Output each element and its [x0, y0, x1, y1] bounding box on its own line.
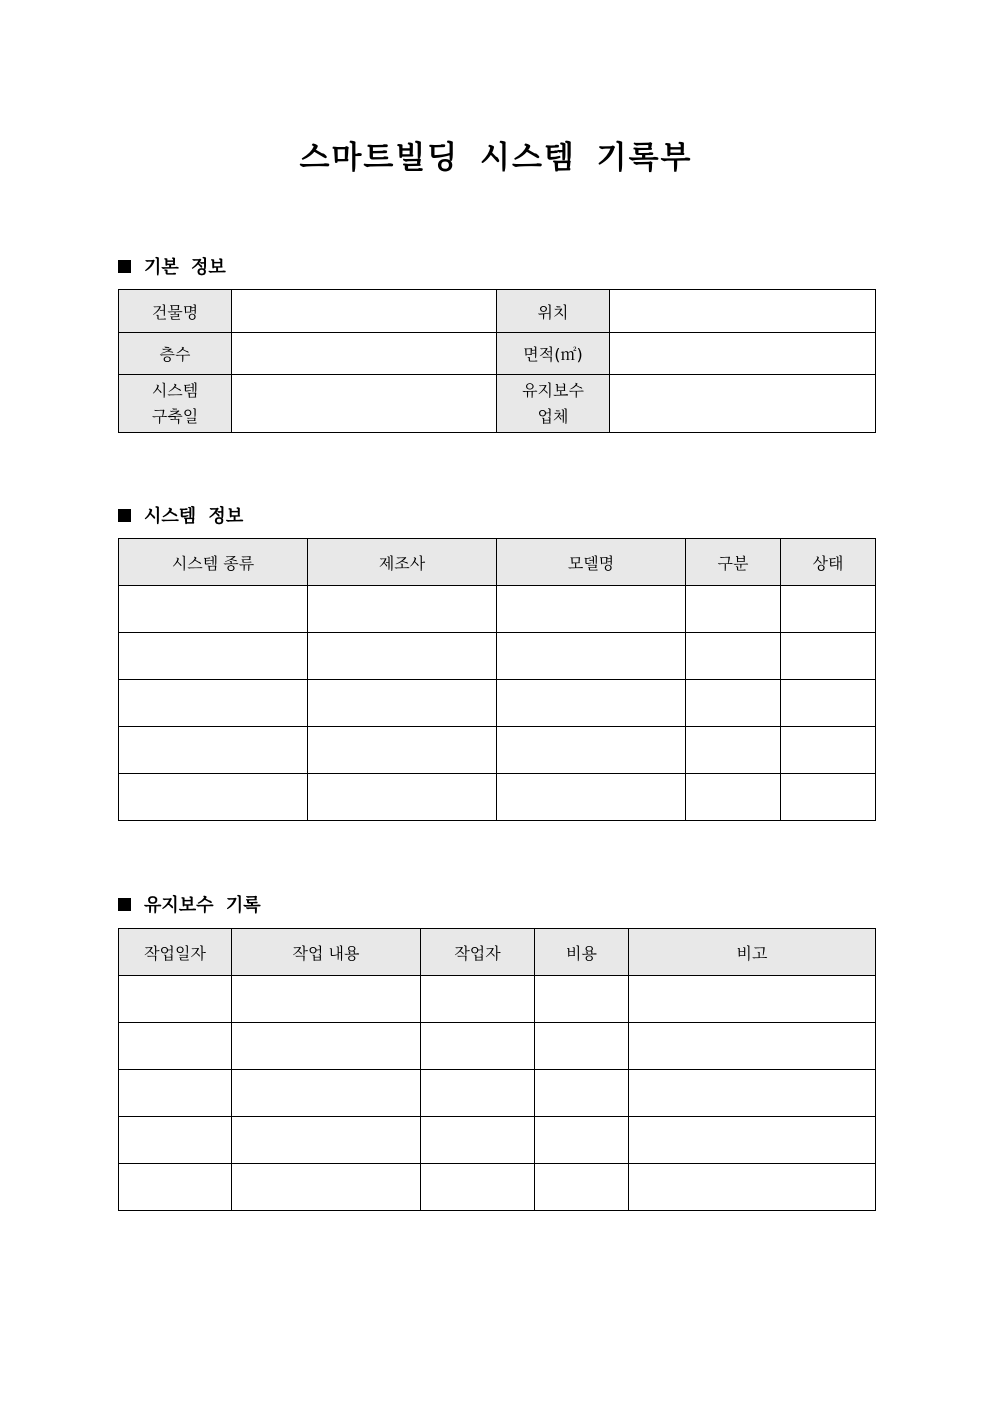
column-header: 구분 — [686, 539, 781, 586]
table-row — [119, 1117, 876, 1164]
table-cell[interactable] — [421, 1023, 535, 1070]
table-cell[interactable] — [308, 633, 497, 680]
table-row — [119, 333, 876, 375]
table-cell[interactable] — [629, 1117, 876, 1164]
table-row — [119, 727, 876, 774]
column-header: 작업자 — [421, 929, 535, 976]
table-row — [119, 1070, 876, 1117]
table-cell[interactable] — [686, 727, 781, 774]
table-cell[interactable] — [308, 727, 497, 774]
maintenance-company-field[interactable] — [610, 375, 876, 433]
section-heading-label: 기본 정보 — [144, 257, 226, 278]
column-header: 시스템 종류 — [119, 539, 308, 586]
table-cell[interactable] — [497, 774, 686, 821]
table-cell[interactable] — [686, 586, 781, 633]
label-maintenance-company — [497, 375, 610, 433]
table-cell[interactable] — [119, 680, 308, 727]
square-bullet-icon — [118, 509, 131, 522]
table-cell[interactable] — [497, 727, 686, 774]
column-header: 비용 — [535, 929, 629, 976]
table-cell[interactable] — [497, 633, 686, 680]
table-cell[interactable] — [686, 680, 781, 727]
column-header: 작업일자 — [119, 929, 232, 976]
table-cell[interactable] — [119, 1023, 232, 1070]
table-cell[interactable] — [119, 976, 232, 1023]
basic-info-table — [118, 289, 876, 433]
building-name-field[interactable] — [232, 290, 497, 333]
table-cell[interactable] — [308, 680, 497, 727]
table-cell[interactable] — [119, 586, 308, 633]
table-cell[interactable] — [497, 680, 686, 727]
label-line: 시스템 — [151, 380, 199, 400]
table-cell[interactable] — [119, 727, 308, 774]
table-cell[interactable] — [781, 680, 876, 727]
table-cell[interactable] — [232, 1023, 421, 1070]
table-row — [119, 680, 876, 727]
table-cell[interactable] — [119, 1070, 232, 1117]
label-area: 면적(㎡) — [497, 333, 610, 375]
table-cell[interactable] — [119, 774, 308, 821]
table-cell[interactable] — [232, 1164, 421, 1211]
table-cell[interactable] — [421, 1164, 535, 1211]
table-cell[interactable] — [535, 1070, 629, 1117]
table-row — [119, 976, 876, 1023]
table-cell[interactable] — [781, 727, 876, 774]
section-heading-label: 유지보수 기록 — [144, 895, 261, 916]
label-building-name: 건물명 — [119, 290, 232, 333]
label-line: 업체 — [537, 406, 569, 426]
table-cell[interactable] — [497, 586, 686, 633]
table-cell[interactable] — [421, 1117, 535, 1164]
system-build-date-field[interactable] — [232, 375, 497, 433]
table-header-row — [119, 929, 876, 976]
column-header: 비고 — [629, 929, 876, 976]
square-bullet-icon — [118, 898, 131, 911]
table-cell[interactable] — [781, 586, 876, 633]
label-location: 위치 — [497, 290, 610, 333]
table-cell[interactable] — [781, 633, 876, 680]
table-row — [119, 290, 876, 333]
table-header-row — [119, 539, 876, 586]
table-cell[interactable] — [629, 1023, 876, 1070]
table-cell[interactable] — [232, 976, 421, 1023]
square-bullet-icon — [118, 260, 131, 273]
table-row — [119, 375, 876, 433]
table-cell[interactable] — [535, 1164, 629, 1211]
table-cell[interactable] — [629, 1070, 876, 1117]
table-cell[interactable] — [119, 1117, 232, 1164]
table-cell[interactable] — [119, 1164, 232, 1211]
label-line: 구축일 — [151, 406, 199, 426]
table-cell[interactable] — [686, 633, 781, 680]
table-cell[interactable] — [535, 976, 629, 1023]
floors-field[interactable] — [232, 333, 497, 375]
maintenance-table — [118, 928, 876, 1211]
column-header: 상태 — [781, 539, 876, 586]
table-row — [119, 1023, 876, 1070]
table-cell[interactable] — [119, 633, 308, 680]
page-title: 스마트빌딩 시스템 기록부 — [299, 140, 693, 176]
table-cell[interactable] — [781, 774, 876, 821]
label-line: 유지보수 — [522, 380, 584, 400]
section-heading-basic-info — [118, 253, 226, 279]
table-row — [119, 774, 876, 821]
table-cell[interactable] — [686, 774, 781, 821]
table-cell[interactable] — [421, 1070, 535, 1117]
column-header: 제조사 — [308, 539, 497, 586]
table-cell[interactable] — [232, 1070, 421, 1117]
column-header: 작업 내용 — [232, 929, 421, 976]
table-row — [119, 1164, 876, 1211]
area-field[interactable] — [610, 333, 876, 375]
table-cell[interactable] — [421, 976, 535, 1023]
table-cell[interactable] — [535, 1117, 629, 1164]
table-row — [119, 586, 876, 633]
table-cell[interactable] — [232, 1117, 421, 1164]
table-cell[interactable] — [308, 774, 497, 821]
system-info-table — [118, 538, 876, 821]
label-system-build-date — [119, 375, 232, 433]
section-heading-maintenance — [118, 891, 261, 917]
section-heading-system-info — [118, 502, 243, 528]
section-heading-label: 시스템 정보 — [144, 506, 244, 527]
table-cell[interactable] — [629, 976, 876, 1023]
table-row — [119, 633, 876, 680]
location-field[interactable] — [610, 290, 876, 333]
label-floors: 층수 — [119, 333, 232, 375]
column-header: 모델명 — [497, 539, 686, 586]
table-cell[interactable] — [535, 1023, 629, 1070]
table-cell[interactable] — [629, 1164, 876, 1211]
table-cell[interactable] — [308, 586, 497, 633]
